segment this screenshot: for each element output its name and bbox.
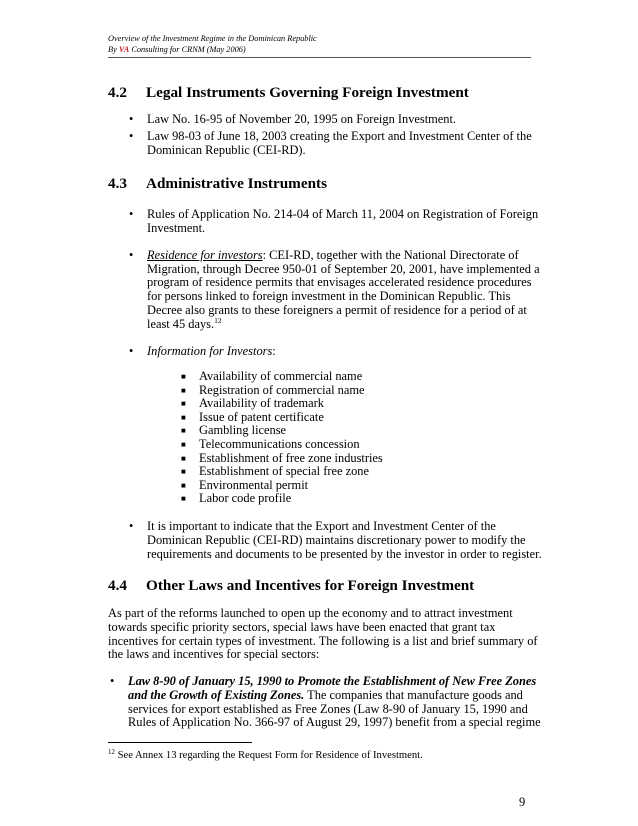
square-bullet-icon: ■ — [181, 412, 186, 422]
bullet-text: for persons linked to foreign investment in the Dominican Republic. This — [147, 289, 511, 303]
paragraph-line: incentives for certain types of investment. The following is a list and brief summary of — [108, 634, 538, 648]
bullet-icon: • — [110, 674, 115, 688]
paragraph-line: towards specific priority sectors, special laws have been enacted that grant tax — [108, 620, 496, 634]
list-item: Gambling license — [199, 423, 287, 438]
bullet-text — [147, 249, 519, 263]
law-text — [128, 689, 523, 703]
footnote-text: See Annex 13 regarding the Request Form for Residence of Investment. — [115, 750, 423, 761]
law-text: Rules of Application No. 366-97 of August 29, 1997) benefit from a special regime — [128, 715, 541, 729]
square-bullet-icon: ■ — [181, 426, 186, 436]
footnote-ref: 12 — [214, 316, 222, 325]
list-item: Establishment of free zone industries — [199, 450, 383, 465]
heading-title: Legal Instruments Governing Foreign Investment — [146, 84, 469, 101]
bullet-text: Migration, through Decree 950-01 of September 20, 2001, have implemented a — [147, 262, 540, 276]
square-bullet-icon: ■ — [181, 372, 186, 381]
bullet-icon: • — [129, 248, 134, 262]
bullet-text: Law No. 16-95 of November 20, 1995 on Foreign Investment. — [147, 112, 457, 126]
footnote-divider — [108, 742, 252, 743]
heading-4-4 — [108, 577, 474, 595]
law-title: Law 8-90 of January 15, 1990 to Promote the Establishment of New Free Zones — [128, 674, 537, 688]
paragraph-line: As part of the reforms launched to open up the economy and to attract investment — [108, 606, 513, 620]
bullet-text: Dominican Republic (CEI-RD) maintains discretionary power to modify the — [147, 533, 526, 547]
paragraph-line: the laws and incentives for special sectors: — [108, 647, 320, 661]
page-number: 9 — [519, 795, 526, 809]
bullet-text — [147, 345, 276, 359]
list-item: Environmental permit — [199, 477, 309, 492]
list-item: Establishment of special free zone — [199, 464, 369, 479]
heading-number: 4.4 — [108, 577, 127, 594]
footnote-number: 12 — [108, 748, 115, 756]
bullet-text-end: least 45 days. — [147, 317, 215, 331]
bullet-icon: • — [129, 344, 134, 358]
law-text: services for export established as Free Zones (Law 8-90 of January 15, 1990 and — [128, 702, 528, 716]
header-title: Overview of the Investment Regime in the Dominican Republic — [108, 34, 317, 43]
bullet-text: program of residence permits that envisages accelerated residence procedures — [147, 275, 532, 289]
square-bullet-icon: ■ — [181, 494, 186, 504]
header-by: By — [108, 45, 119, 54]
list-item: Labor code profile — [199, 491, 292, 506]
header-byline-rest: Consulting for CRNM (May 2006) — [129, 45, 246, 54]
bullet-text: It is important to indicate that the Export and Investment Center of the — [147, 519, 496, 533]
bullet-text-rest: : CEI-RD, together with the National Directorate of — [262, 248, 519, 262]
bullet-icon: • — [129, 207, 134, 221]
law-text-rest: The companies that manufacture goods and — [304, 688, 523, 702]
footnote — [108, 750, 423, 761]
heading-number: 4.3 — [108, 175, 127, 192]
heading-4-3 — [108, 175, 327, 193]
bullet-text: Investment. — [147, 221, 206, 235]
bullet-text: Law 98-03 of June 18, 2003 creating the Export and Investment Center of the — [147, 129, 532, 143]
header-va-logo: VA — [118, 45, 130, 54]
square-bullet-icon: ■ — [181, 453, 186, 463]
residence-label: Residence for investors — [147, 248, 263, 262]
bullet-text: Rules of Application No. 214-04 of March 11, 2004 on Registration of Foreign — [147, 207, 539, 221]
heading-title: Administrative Instruments — [146, 175, 327, 192]
square-bullet-icon: ■ — [181, 467, 186, 477]
heading-4-2 — [108, 84, 469, 102]
square-bullet-icon: ■ — [181, 385, 186, 395]
bullet-text: requirements and documents to be presented by the investor in order to register. — [147, 547, 542, 561]
running-header — [108, 33, 317, 55]
square-bullet-icon: ■ — [181, 480, 186, 490]
bullet-text — [147, 318, 222, 332]
list-item: Issue of patent certificate — [199, 409, 324, 424]
list-item: Availability of commercial name — [199, 369, 363, 383]
label-colon: : — [272, 344, 276, 358]
heading-title: Other Laws and Incentives for Foreign Investment — [146, 577, 475, 594]
bullet-text: Dominican Republic (CEI-RD). — [147, 143, 306, 157]
list-item: Registration of commercial name — [199, 382, 365, 397]
list-item: Telecommunications concession — [199, 437, 360, 451]
square-bullet-icon: ■ — [181, 399, 186, 409]
information-label: Information for Investors — [147, 344, 273, 358]
header-byline — [108, 44, 317, 55]
square-bullet-icon: ■ — [181, 440, 186, 449]
bullet-text: Decree also grants to these foreigners a permit of residence for a period of at — [147, 303, 527, 317]
bullet-icon: • — [129, 112, 134, 126]
bullet-icon: • — [129, 129, 134, 143]
list-item: Availability of trademark — [199, 396, 325, 411]
law-title-end: and the Growth of Existing Zones. — [128, 688, 305, 702]
heading-number: 4.2 — [108, 84, 127, 101]
header-divider — [108, 57, 531, 58]
bullet-icon: • — [129, 519, 134, 533]
